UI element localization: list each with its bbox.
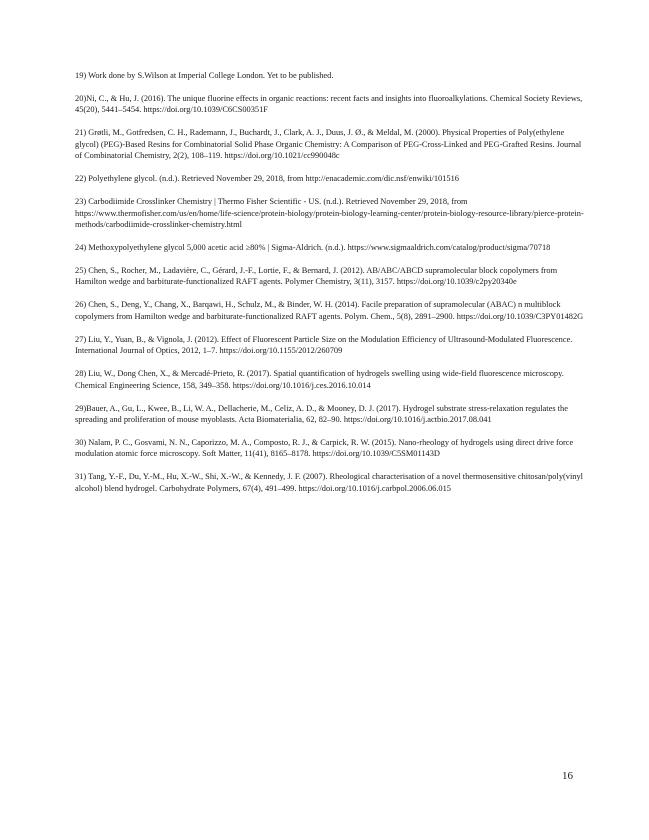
reference-28: 28) Liu, W., Dong Chen, X., & Mercadé-Prieto, R. (2017). Spatial quantification of hydrogels swelling using wide-field fluorescence microscopy. Chemical Engineering Science, 158, 349–358. https://doi.org/10.1016/j.ces.2016.10.014 [75, 369, 564, 390]
page-number: 16 [562, 770, 573, 782]
reference-27: 27) Liu, Y., Yuan, B., & Vignola, J. (2012). Effect of Fluorescent Particle Size on the Modulation Efficiency of Ultrasound-Modulated Fluorescence. International Journal of Optics, 2012, 1–7. https://doi.org/10.1155/2012/260709 [75, 334, 573, 356]
reference-26: 26) Chen, S., Deng, Y., Chang, X., Barqawi, H., Schulz, M., & Binder, W. H. (2014). Facile preparation of supramolecular (ABAC) n multiblock copolymers from Hamilton wedge and barbiturate-functionalized RAFT agents. Polym. Chem., 5(8), 2891–2900. https://doi.org/10.1039/C3PY01482G [75, 300, 584, 321]
reference-31: 31) Tang, Y.-F., Du, Y.-M., Hu, X.-W., Shi, X.-W., & Kennedy, J. F. (2007). Rheological characterisation of a novel thermosensitive chitosan/poly(vinyl alcohol) blend hydrogel. Carbohydrate Polymers, 67(4), 491–499. https://doi.org/10.1016/j.carbpol.2006.06.015 [75, 472, 584, 493]
reference-20: 20)Ni, C., & Hu, J. (2016). The unique fluorine effects in organic reactions: recent facts and insights into fluoroalkylations. Chemical Society Reviews, 45(20), 5441–5454. https://doi.org/10.1039/C6CS00351F [75, 94, 583, 115]
reference-23: 23) Carbodiimide Crosslinker Chemistry | Thermo Fisher Scientific - US. (n.d.). Retrieved November 29, 2018, from https://www.thermofisher.com/us/en/home/life-science/protein-biology/protein-biology-learning-center/protein-biology-resource-library/pierce-protein-methods/carbodiimide-crosslinker-chemistry.html [75, 197, 584, 230]
reference-19: 19) Work done by S.Wilson at Imperial College London. Yet to be published. [75, 71, 334, 80]
reference-25: 25) Chen, S., Rocher, M., Ladavière, C., Gérard, J.-F., Lortie, F., & Bernard, J. (2012). AB/ABC/ABCD supramolecular block copolymers from Hamilton wedge and barbiturate-functionalized RAFT agents. Polymer Chemistry, 3(11), 3157. https://doi.org/10.1039/c2py20340e [75, 266, 558, 287]
reference-22: 22) Polyethylene glycol. (n.d.). Retrieved November 29, 2018, from http://enacademic.com/dic.nsf/enwiki/101516 [75, 174, 459, 184]
reference-29: 29)Bauer, A., Gu, L., Kwee, B., Li, W. A., Dellacherie, M., Celiz, A. D., & Mooney, D. J. (2017). Hydrogel substrate stress-relaxation regulates the spreading and proliferation of mouse myoblasts. Acta Biomaterialia, 62, 82–90. https://doi.org/10.1016/j.actbio.2017.08.041 [75, 403, 568, 425]
reference-21: 21) Grøtli, M., Gotfredsen, C. H., Rademann, J., Buchardt, J., Clark, A. J., Duus, J. Ø., & Meldal, M. (2000). Physical Properties of Poly(ethylene glycol) (PEG)-Based Resins for Combinatorial Solid Phase Organic Chemistry: A Comparison of PEG-Cross-Linked and PEG-Grafted Resins. Journal of Combinatorial Chemistry, 2(2), 108–119. https://doi.org/10.1021/cc990048c [75, 128, 582, 161]
reference-list [75, 70, 585, 506]
reference-30: 30) Nalam, P. C., Gosvami, N. N., Caporizzo, M. A., Composto, R. J., & Carpick, R. W. (2015). Nano-rheology of hydrogels using direct drive force modulation atomic force microscopy. Soft Matter, 11(41), 8165–8178. https://doi.org/10.1039/C5SM01143D [75, 438, 574, 459]
reference-24: 24) Methoxypolyethylene glycol 5,000 acetic acid ≥80% | Sigma-Aldrich. (n.d.). https://www.sigmaaldrich.com/catalog/product/sigma/70718 [75, 243, 551, 253]
